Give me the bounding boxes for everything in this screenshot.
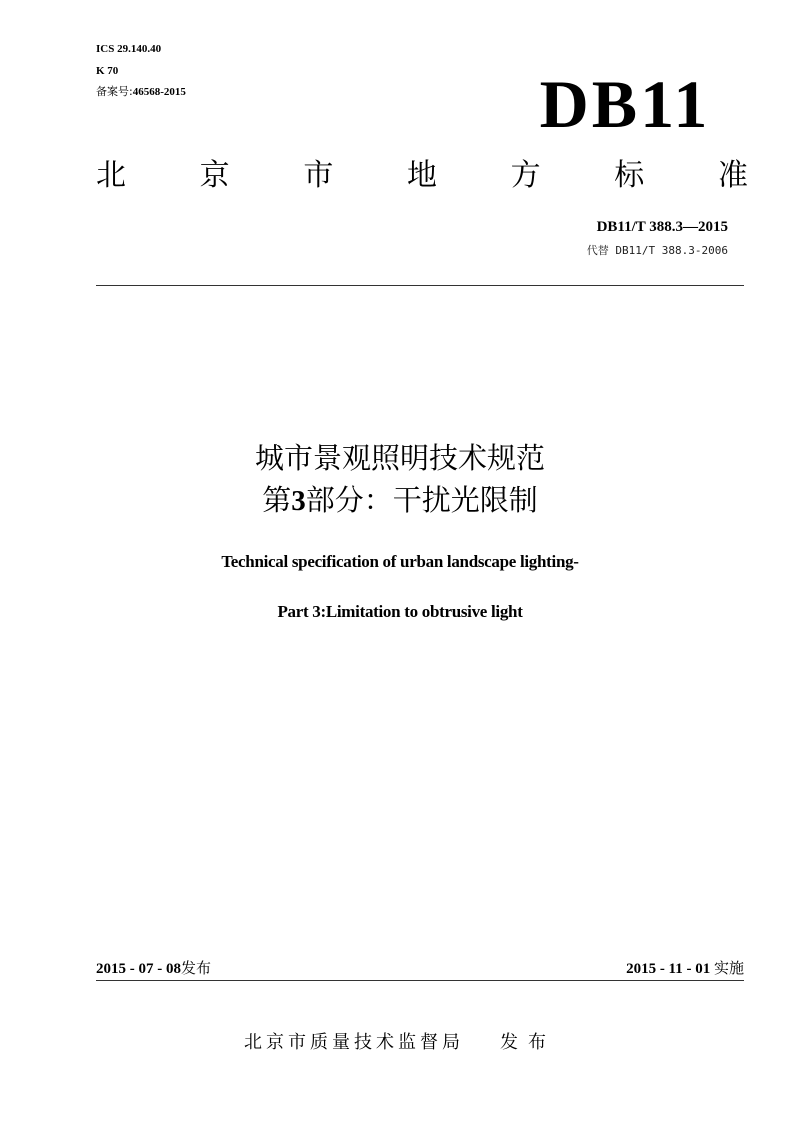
publish-label: 发布 — [181, 959, 212, 977]
replaces-standard: 代替 DB11/T 388.3-2006 — [586, 244, 728, 257]
standard-type-char: 准 — [717, 158, 748, 193]
footer-divider — [96, 980, 744, 981]
standard-type-char: 地 — [406, 158, 437, 193]
publish-date-line — [96, 958, 211, 979]
issuer-action: 发布 — [500, 1032, 556, 1053]
publish-date: 2015 - 07 - 08 — [96, 961, 181, 977]
standard-type-char: 北 — [96, 158, 126, 193]
title-cn-suffix: 部分：干扰光限制 — [305, 483, 538, 517]
title-cn-prefix: 第 — [262, 483, 292, 517]
title-en-line2: Part 3:Limitation to obtrusive light — [277, 602, 523, 621]
standard-code: DB11 — [539, 66, 711, 142]
effective-date-line — [626, 958, 744, 979]
issuer-organization: 北京市质量技术监督局 — [244, 1032, 464, 1053]
effective-label: 实施 — [713, 959, 744, 977]
ics-code: ICS 29.140.40 — [96, 43, 162, 55]
standard-type-char: 京 — [199, 158, 230, 193]
title-part-number: 3 — [291, 485, 306, 517]
issuer-line — [0, 1030, 800, 1056]
record-number-value: 46568-2015 — [132, 86, 186, 98]
header-divider — [96, 285, 744, 286]
standard-type-heading — [96, 156, 748, 196]
title-en-line1: Technical specification of urban landscape lighting- — [221, 552, 579, 571]
record-number-label: 备案号: — [96, 85, 133, 98]
standard-number: DB11/T 388.3—2015 — [596, 219, 728, 235]
effective-date: 2015 - 11 - 01 — [626, 961, 711, 977]
title-cn-line2 — [0, 480, 800, 521]
standard-type-char: 方 — [510, 158, 541, 193]
title-cn-line1: 城市景观照明技术规范 — [254, 441, 545, 475]
record-number-line — [96, 85, 186, 99]
standard-type-char: 市 — [303, 158, 334, 193]
ccs-code: K 70 — [96, 65, 119, 77]
standard-type-char: 标 — [614, 158, 645, 193]
